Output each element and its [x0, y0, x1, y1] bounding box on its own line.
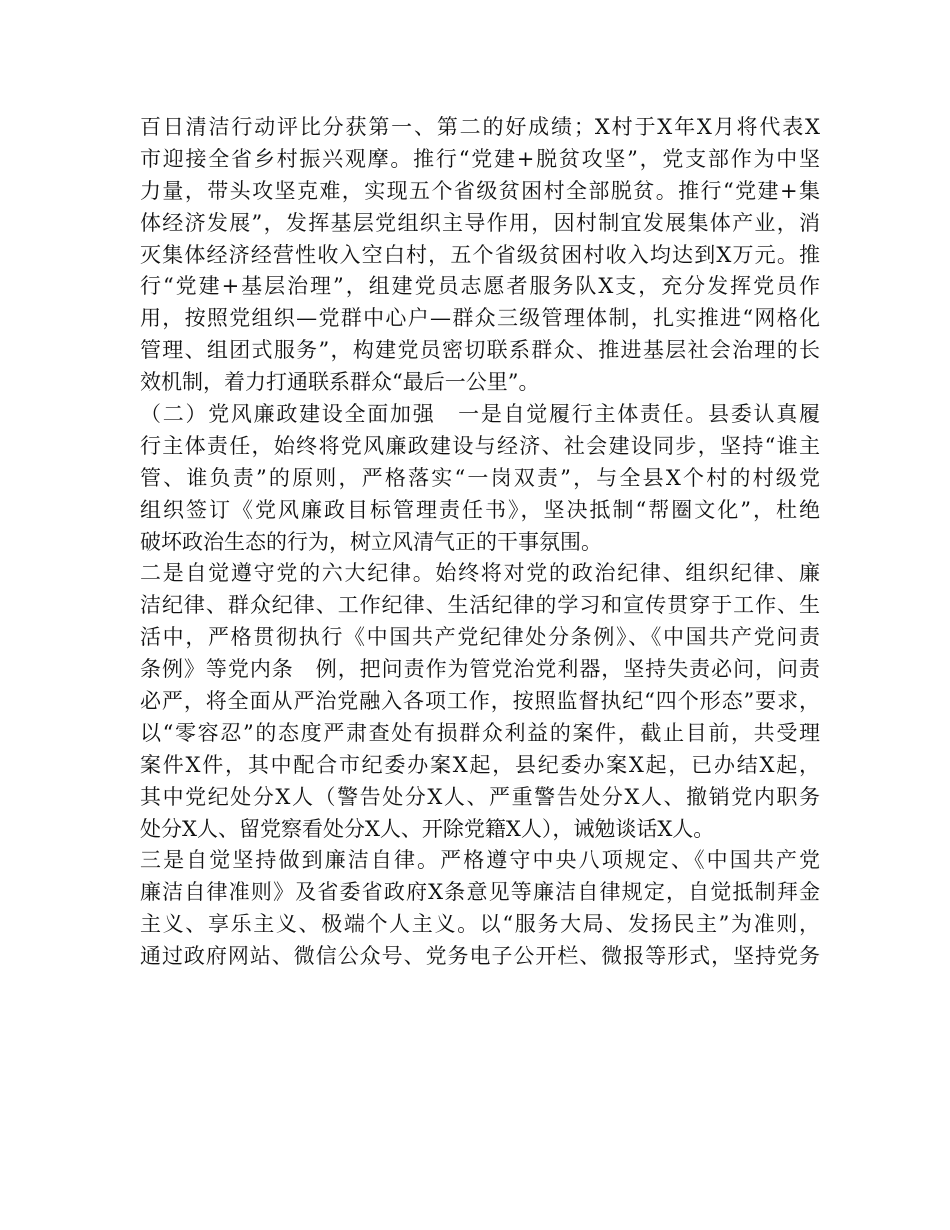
text-line: 洁纪律、群众纪律、工作纪律、生活纪律的学习和宣传贯穿于工作、生: [140, 593, 820, 618]
text-line: 条例》等党内条 例，把问责作为管党治党利器，坚持失责必问，问责: [140, 657, 820, 682]
text-line: 灭集体经济经营性收入空白村，五个省级贫困村收入均达到X万元。推: [140, 242, 820, 267]
text-line: 主义、享乐主义、极端个人主义。以“服务大局、发扬民主”为准则，: [140, 912, 820, 937]
text-line: 以“零容忍”的态度严肃查处有损群众利益的案件，截止目前，共受理: [140, 720, 820, 745]
text-line: 三是自觉坚持做到廉洁自律。严格遵守中央八项规定、《中国共产党: [140, 848, 820, 873]
text-line: 效机制，着力打通联系群众“最后一公里”。: [140, 370, 540, 395]
text-line: 行“党建+基层治理”，组建党员志愿者服务队X支，充分发挥党员作: [140, 274, 820, 299]
text-line: 组织签订《党风廉政目标管理责任书》，坚决抵制“帮圈文化”，杜绝: [140, 497, 820, 522]
text-line: 破坏政治生态的行为，树立风清气正的干事氛围。: [140, 529, 602, 554]
text-line: 必严，将全面从严治党融入各项工作，按照监督执纪“四个形态”要求，: [140, 689, 820, 714]
text-line: 百日清洁行动评比分获第一、第二的好成绩；X村于X年X月将代表X: [140, 115, 820, 139]
text-line: 市迎接全省乡村振兴观摩。推行“党建+脱贫攻坚”，党支部作为中坚: [140, 146, 820, 171]
text-line: 体经济发展”，发挥基层党组织主导作用，因村制宜发展集体产业，消: [140, 210, 820, 235]
text-line: 处分X人、留党察看处分X人、开除党籍X人），诫勉谈话X人。: [140, 816, 715, 841]
text-line: 力量，带头攻坚克难，实现五个省级贫困村全部脱贫。推行“党建+集: [140, 178, 820, 203]
text-line: 廉洁自律准则》及省委省政府X条意见等廉洁自律规定，自觉抵制拜金: [140, 880, 820, 905]
body-text: [140, 112, 820, 973]
text-line: 案件X件，其中配合市纪委办案X起，县纪委办案X起，已办结X起，: [140, 752, 820, 777]
text-line: 管理、组团式服务”，构建党员密切联系群众、推进基层社会治理的长: [140, 338, 820, 363]
text-line: 管、谁负责”的原则，严格落实“一岗双责”，与全县X个村的村级党: [140, 465, 820, 490]
text-line: 其中党纪处分X人（警告处分X人、严重警告处分X人、撤销党内职务: [140, 784, 820, 809]
section-heading-line: （二）党风廉政建设全面加强 一是自觉履行主体责任。县委认真履: [140, 402, 820, 427]
text-line: 活中，严格贯彻执行《中国共产党纪律处分条例》、《中国共产党问责: [140, 625, 820, 650]
text-line: 通过政府网站、微信公众号、党务电子公开栏、微报等形式，坚持党务: [140, 944, 820, 969]
text-line: 行主体责任，始终将党风廉政建设与经济、社会建设同步，坚持“谁主: [140, 433, 820, 458]
text-line: 用，按照党组织—党群中心户—群众三级管理体制，扎实推进“网格化: [140, 306, 820, 331]
text-line: 二是自觉遵守党的六大纪律。始终将对党的政治纪律、组织纪律、廉: [140, 561, 820, 586]
